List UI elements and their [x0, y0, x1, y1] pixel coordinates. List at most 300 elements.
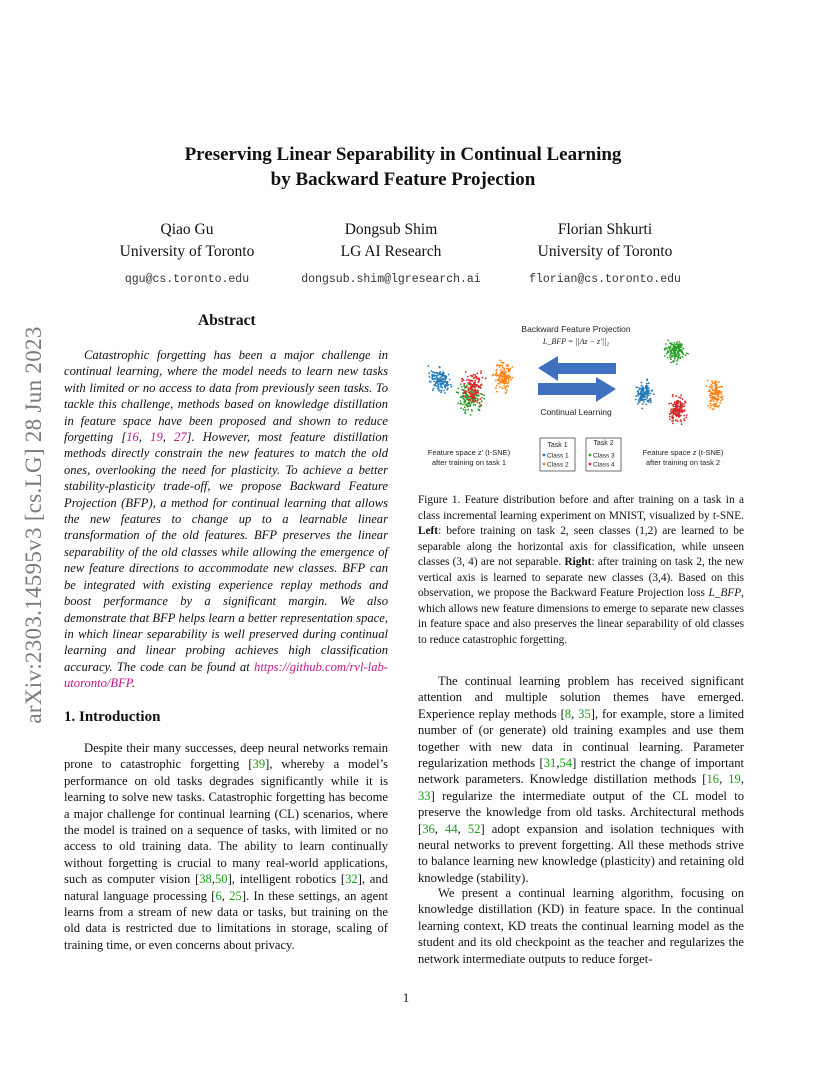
class4-point — [675, 404, 677, 406]
class2-point — [718, 398, 720, 400]
class4-point — [684, 420, 686, 422]
author-email[interactable]: qgu@cs.toronto.edu — [124, 273, 250, 286]
class4-point — [477, 392, 479, 394]
caption-text: : before training on task 2, seen classes (1,2) are learned to be separable along the horizontal axis for classification, while unseen classes (3, 4) are not separable. — [418, 525, 744, 568]
class3-point — [674, 357, 676, 359]
class4-point — [673, 404, 675, 406]
class2-point — [721, 386, 723, 388]
class4-point — [477, 389, 479, 391]
class2-point — [712, 382, 714, 384]
class1-point — [432, 378, 434, 380]
arxiv-stamp-text: arXiv:2303.14595v3 [cs.LG] 28 Jun 2023 — [21, 326, 46, 724]
class2-point — [511, 366, 513, 368]
class2-point — [500, 369, 502, 371]
class4-point — [672, 394, 674, 396]
class1-point — [451, 386, 453, 388]
class2-point — [506, 364, 508, 366]
class2-point — [501, 372, 503, 374]
class2-point — [710, 400, 712, 402]
class1-point — [651, 390, 653, 392]
class1-point — [444, 375, 446, 377]
class2-point — [506, 385, 508, 387]
class3-point — [460, 383, 462, 385]
class1-point — [434, 384, 436, 386]
class4-point — [477, 399, 479, 401]
citation[interactable]: 19 — [150, 430, 163, 445]
right-paragraph-2: We present a continual learning algorithm, focusing on knowledge distillation (KD) in feature space. In the continual learning context, KD treats the continual learning model as the student and its old checkpoint as the teacher and regularizes the network intermediate outputs to reduce forget- — [418, 886, 744, 966]
class1-point — [646, 397, 648, 399]
class2-point — [503, 369, 505, 371]
class1-point — [646, 389, 648, 391]
class1-point — [442, 373, 444, 375]
class1-point — [645, 386, 647, 388]
class4-point — [468, 402, 470, 404]
class1-point — [440, 391, 442, 393]
class1-point — [648, 399, 650, 401]
class3-point — [461, 386, 463, 388]
class1-point — [637, 390, 639, 392]
citation[interactable]: 35 — [578, 706, 591, 721]
class4-point — [682, 398, 684, 400]
class3-point — [681, 351, 683, 353]
class1-point — [650, 398, 652, 400]
class3-point — [475, 404, 477, 406]
class2-point — [496, 385, 498, 387]
class4-point — [472, 375, 474, 377]
class3-point — [680, 356, 682, 358]
body-text: ] restrict the change of important network parameters. Knowledge distillation methods [ — [418, 756, 744, 787]
citation[interactable]: 52 — [467, 821, 481, 836]
class2-point — [710, 384, 712, 386]
body-text: ] adopt expansion and isolation techniques with neural networks to prevent forgetting. All these methods strive to balance learning new knowledge (plasticity) and retaining old knowledge (stability). — [418, 821, 744, 885]
class4-point — [465, 371, 467, 373]
author-email[interactable]: florian@cs.toronto.edu — [529, 273, 681, 286]
class3-point — [672, 361, 674, 363]
class4-point — [672, 396, 674, 398]
class1-point — [435, 372, 437, 374]
tsne-right-scatter — [635, 339, 724, 425]
class3-point — [675, 349, 677, 351]
author-email[interactable]: dongsub.shim@lgresearch.ai — [301, 273, 481, 286]
task2-title: Task 2 — [593, 440, 614, 447]
class3-point — [456, 391, 458, 393]
class1-point — [648, 390, 650, 392]
class4-point — [468, 379, 470, 381]
class4-point — [680, 397, 682, 399]
code-link[interactable]: https://github.com/rvl-lab-utoronto/BFP — [64, 659, 388, 691]
author-2 — [286, 219, 496, 291]
class4-point — [675, 409, 677, 411]
class4-point — [677, 411, 679, 413]
class4-point — [670, 410, 672, 412]
class2-point — [508, 377, 510, 379]
class4-point — [479, 398, 481, 400]
class4-point — [681, 409, 683, 411]
class4-point — [468, 389, 470, 391]
class1-point — [431, 370, 433, 372]
author-affiliation: University of Toronto — [537, 243, 673, 260]
class2-point — [503, 362, 505, 364]
class1-point — [445, 385, 447, 387]
class1-point — [438, 390, 440, 392]
class4-point — [475, 393, 477, 395]
class1-point — [643, 393, 645, 395]
class3-point — [669, 342, 671, 344]
class3-point — [460, 407, 462, 409]
class1-point — [437, 372, 439, 374]
class3-point — [682, 356, 684, 358]
class2-point — [718, 381, 720, 383]
citation[interactable]: 27 — [174, 430, 187, 445]
left-caption-2: after training on task 1 — [431, 458, 507, 467]
class1-point — [449, 379, 451, 381]
citation[interactable]: 54 — [559, 756, 573, 771]
class3-point — [464, 411, 466, 413]
class4-point — [682, 410, 684, 412]
class3-point — [677, 344, 679, 346]
class3-point — [683, 348, 685, 350]
class3-point — [672, 353, 674, 355]
class4-point — [677, 420, 679, 422]
class2-point — [507, 368, 509, 370]
class2-point — [497, 374, 499, 376]
class1-point — [440, 384, 442, 386]
class4-point — [480, 372, 482, 374]
class2-point — [501, 371, 503, 373]
class2-point — [716, 401, 718, 403]
right-caption-1: Feature space z (t-SNE) — [642, 448, 724, 457]
class2-point — [504, 379, 506, 381]
class2-marker — [543, 463, 546, 466]
class3-marker — [589, 454, 592, 457]
paper-title — [100, 142, 706, 192]
class2-point — [706, 385, 708, 387]
class3-point — [681, 346, 683, 348]
class1-point — [433, 374, 435, 376]
class3-point — [667, 357, 669, 359]
class2-point — [709, 396, 711, 398]
class1-point — [444, 392, 446, 394]
class1-point — [641, 408, 643, 410]
class2-point — [718, 387, 720, 389]
citation[interactable]: 32 — [345, 872, 358, 887]
citation[interactable]: 36 — [422, 821, 435, 836]
class1-point — [433, 381, 435, 383]
class2-point — [709, 403, 711, 405]
class4-point — [474, 389, 476, 391]
class2-point — [508, 379, 510, 381]
class2-point — [714, 382, 716, 384]
class1-point — [650, 393, 652, 395]
class1-point — [445, 384, 447, 386]
class1-point — [648, 401, 650, 403]
class4-point — [472, 400, 474, 402]
loss-formula: L_BFP = ||Az − z′||₂ — [542, 337, 610, 346]
class1-point — [429, 381, 431, 383]
class1-point — [643, 401, 645, 403]
class1-label: Class 1 — [547, 452, 569, 460]
class4-point — [681, 404, 683, 406]
task1-title: Task 1 — [547, 442, 568, 449]
citation[interactable]: 16 — [126, 430, 139, 445]
citation[interactable]: 39 — [252, 757, 266, 772]
class1-point — [438, 366, 440, 368]
class2-point — [721, 391, 723, 393]
intro-text: ], intelligent robotics [ — [227, 872, 346, 887]
class4-point — [481, 393, 483, 395]
class1-point — [434, 372, 436, 374]
class4-point — [463, 389, 465, 391]
caption-loss: L_BFP — [708, 587, 742, 599]
class3-point — [673, 355, 675, 357]
class4-point — [673, 406, 675, 408]
class1-point — [637, 403, 639, 405]
class3-point — [465, 396, 467, 398]
class3-point — [460, 403, 462, 405]
class2-point — [497, 383, 499, 385]
class1-point — [648, 387, 650, 389]
class2-point — [712, 390, 714, 392]
class4-point — [676, 407, 678, 409]
class2-point — [718, 405, 720, 407]
class2-point — [500, 375, 502, 377]
class2-point — [712, 396, 714, 398]
class4-point — [485, 377, 487, 379]
class2-point — [712, 398, 714, 400]
class3-point — [481, 397, 483, 399]
class4-point — [672, 412, 674, 414]
intro-text: ], whereby a model’s performance on old tasks degrades significantly while it is learning to solve new tasks. Catastrophic forgetting has become a major challenge for continual learning (CL) scenarios, where the model is trained on a sequence of tasks, with limited or no access to old training data. The ability to learn continually without forgetting is crucial to many real-world applications, such as computer vision [ — [64, 757, 388, 887]
class2-point — [505, 391, 507, 393]
class3-point — [463, 398, 465, 400]
class3-point — [674, 342, 676, 344]
class3-point — [462, 404, 464, 406]
class3-point — [473, 404, 475, 406]
intro-paragraph: Despite their many successes, deep neural networks remain prone to catastrophic forgetting [39], whereby a model’s performance on old tasks degrades significantly while it is learning to solve new tasks. Catastrophic forgetting has become a major challenge for continual learning (CL) scenarios, where the model is trained on a sequence of tasks, with limited or no access to old training data. The ability to learn continually without forgetting is crucial to many real-world applications, such as computer vision [38,50], intelligent robotics [32], and natural language processing [6, 25]. In these settings, an agent learns from a stream of new data or tasks, but training on the old data is restricted due to limitations in storage, scaling of training time, or even concerns about privacy. — [64, 741, 388, 952]
class4-point — [685, 402, 687, 404]
class4-point — [468, 391, 470, 393]
class2-point — [712, 404, 714, 406]
class4-point — [465, 386, 467, 388]
class2-point — [503, 373, 505, 375]
class2-point — [505, 377, 507, 379]
class3-point — [465, 404, 467, 406]
class4-point — [675, 395, 677, 397]
caption-right: Right — [564, 556, 592, 568]
class1-point — [431, 374, 433, 376]
citation[interactable]: 8 — [564, 706, 572, 721]
class4-point — [471, 385, 473, 387]
class3-point — [673, 344, 675, 346]
class1-point — [437, 374, 439, 376]
class4-point — [668, 403, 670, 405]
class4-point — [677, 400, 679, 402]
class3-point — [478, 409, 480, 411]
class1-point — [644, 396, 646, 398]
class2-point — [495, 387, 497, 389]
class1-point — [428, 372, 430, 374]
forward-arrow — [538, 377, 616, 402]
class4-point — [465, 390, 467, 392]
class3-point — [478, 406, 480, 408]
class1-point — [646, 391, 648, 393]
citation[interactable]: 31 — [543, 756, 557, 771]
intro-heading: 1. Introduction — [64, 709, 161, 725]
class2-point — [708, 391, 710, 393]
author-3 — [500, 219, 710, 291]
class1-point — [433, 388, 435, 390]
class4-point — [674, 402, 676, 404]
class1-point — [437, 380, 439, 382]
class3-point — [671, 355, 673, 357]
class1-point — [441, 387, 443, 389]
class1-point — [447, 387, 449, 389]
class3-point — [457, 402, 459, 404]
class1-point — [641, 385, 643, 387]
class1-point — [648, 382, 650, 384]
class4-point — [478, 379, 480, 381]
caption-text: : after training on task 2, the new vertical axis is learned to separate new classes (3,4). Based on this observation, we propose the Backward Feature Projection loss — [418, 556, 744, 599]
abstract-text: ]. However, most feature distillation methods directly constrain the new features to match the old ones, overlooking the need for plasticity. To achieve a better stability-plasticity trade-off, we propose Backward Feature Projection (BFP), a method for continual learning that allows the new features to change up to a learnable linear transformation of the old features. BFP preserves the linear separability of the old classes while allowing the emergence of new feature directions to accommodate new classes. BFP can be integrated with existing experience replay methods and boost performance by a significant margin. We also demonstrate that BFP helps learn a better representation space, in which linear separability is well preserved during continual learning and linear probing achieves high classification accuracy. The code can be found at — [64, 430, 389, 674]
class2-point — [493, 374, 495, 376]
class1-point — [432, 389, 434, 391]
class4-point — [471, 380, 473, 382]
class4-point — [467, 399, 469, 401]
class1-point — [429, 376, 431, 378]
class4-point — [672, 410, 674, 412]
class2-label: Class 2 — [547, 461, 569, 469]
class4-point — [678, 415, 680, 417]
class3-point — [664, 349, 666, 351]
class3-point — [464, 400, 466, 402]
left-caption-1: Feature space z′ (t-SNE) — [427, 448, 511, 457]
class3-point — [674, 348, 676, 350]
class4-marker — [589, 463, 592, 466]
class3-point — [685, 354, 687, 356]
class4-point — [474, 386, 476, 388]
class2-point — [715, 405, 717, 407]
abstract-text: Catastrophic forgetting has been a major challenge in continual learning, where the model needs to learn new tasks with limited or no access to data from previously seen tasks. To tackle this challenge, methods based on knowledge distillation in feature space have been proposed and shown to reduce forgetting [ — [64, 348, 388, 445]
class3-point — [464, 406, 466, 408]
class1-point — [436, 376, 438, 378]
class2-point — [716, 390, 718, 392]
citation[interactable]: 19 — [728, 772, 741, 787]
class3-point — [667, 350, 669, 352]
class3-point — [669, 355, 671, 357]
class1-point — [441, 390, 443, 392]
citation[interactable]: 16 — [706, 772, 720, 787]
class3-point — [667, 339, 669, 341]
class3-point — [679, 341, 681, 343]
class1-point — [637, 393, 639, 395]
class1-point — [650, 402, 652, 404]
class3-point — [675, 346, 677, 348]
class1-point — [442, 382, 444, 384]
backward-label: Backward Feature Projection — [521, 324, 631, 334]
class2-point — [504, 371, 506, 373]
class1-point — [438, 373, 440, 375]
class2-point — [716, 388, 718, 390]
class1-point — [635, 399, 637, 401]
citation[interactable]: 38 — [199, 872, 212, 887]
class3-point — [466, 405, 468, 407]
body-text: ] regularize the intermediate output of the CL model to preserve the knowledge from old tasks. Architectural methods [ — [418, 788, 744, 836]
class2-point — [714, 390, 716, 392]
class4-point — [679, 401, 681, 403]
class1-point — [444, 381, 446, 383]
class3-point — [476, 401, 478, 403]
right-caption-2: after training on task 2 — [645, 458, 721, 467]
class2-point — [512, 377, 514, 379]
continual-label: Continual Learning — [540, 407, 612, 417]
author-affiliation: LG AI Research — [340, 243, 442, 260]
class3-point — [679, 345, 681, 347]
citation[interactable]: 44 — [445, 821, 458, 836]
class4-point — [471, 388, 473, 390]
class2-point — [496, 369, 498, 371]
class2-point — [715, 385, 717, 387]
class2-point — [501, 365, 503, 367]
class4-point — [466, 379, 468, 381]
class4-point — [475, 400, 477, 402]
class1-point — [647, 394, 649, 396]
citation[interactable]: 25 — [229, 888, 242, 903]
class3-point — [670, 362, 672, 364]
author-name: Qiao Gu — [160, 221, 214, 238]
class2-point — [722, 396, 724, 398]
citation[interactable]: 6 — [215, 888, 222, 903]
class4-point — [669, 418, 671, 420]
citation[interactable]: 50 — [214, 872, 228, 887]
class4-point — [672, 420, 674, 422]
citation[interactable]: 33 — [418, 788, 431, 803]
class2-point — [495, 380, 497, 382]
class3-point — [483, 398, 485, 400]
class1-point — [447, 382, 449, 384]
class3-point — [457, 388, 459, 390]
class2-point — [505, 380, 507, 382]
class3-point — [467, 397, 469, 399]
body-text: The continual learning problem has received significant attention and multiple solution themes have emerged. Experience replay methods [ — [418, 674, 744, 721]
class2-point — [506, 389, 508, 391]
class2-point — [509, 370, 511, 372]
class2-point — [720, 400, 722, 402]
class1-marker — [543, 454, 546, 457]
class2-point — [504, 382, 506, 384]
class4-point — [683, 403, 685, 405]
class2-point — [713, 400, 715, 402]
class4-point — [474, 377, 476, 379]
class2-point — [722, 398, 724, 400]
class1-point — [638, 399, 640, 401]
class1-point — [438, 386, 440, 388]
class1-point — [448, 374, 450, 376]
class4-point — [467, 395, 469, 397]
class3-point — [461, 389, 463, 391]
class3-point — [471, 402, 473, 404]
class1-point — [640, 399, 642, 401]
abstract-end: . — [131, 676, 136, 691]
class2-point — [709, 386, 711, 388]
class4-point — [470, 383, 472, 385]
class4-point — [672, 423, 674, 425]
class1-point — [641, 382, 643, 384]
class2-point — [710, 395, 712, 397]
class2-point — [712, 386, 714, 388]
class2-point — [717, 395, 719, 397]
class3-label: Class 3 — [593, 452, 615, 460]
class1-point — [445, 377, 447, 379]
